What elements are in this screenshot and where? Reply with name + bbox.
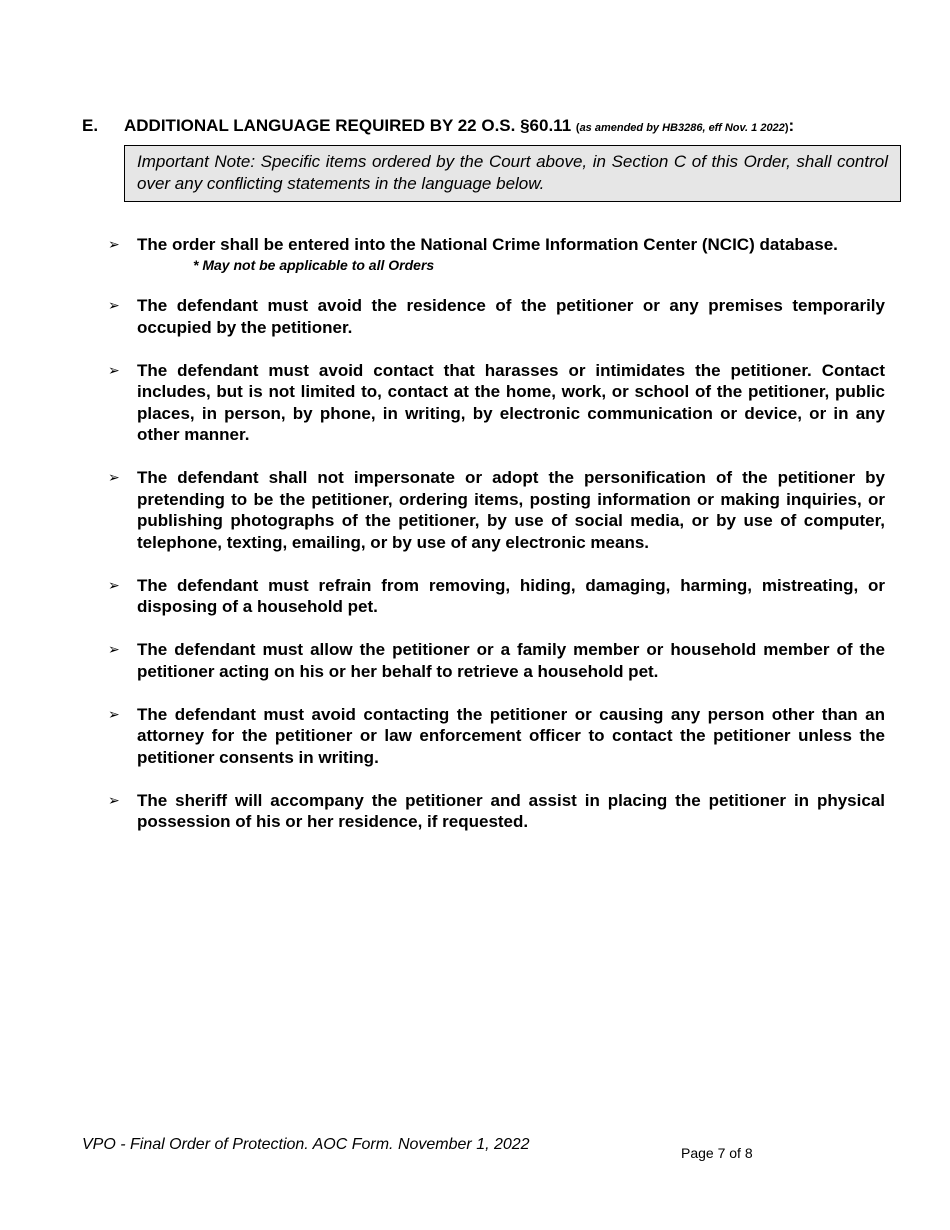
section-title: ADDITIONAL LANGUAGE REQUIRED BY 22 O.S. §60.11	[124, 116, 572, 135]
list-item	[108, 360, 885, 446]
list-item-subnote: * May not be applicable to all Orders	[193, 256, 435, 273]
amendment-note: as amended by HB3286, eff Nov. 1 2022	[579, 122, 785, 134]
requirements-list	[108, 234, 885, 854]
list-item-text: The defendant must avoid contacting the petitioner or causing any person other than an attorney for the petitioner or law enforcement officer to contact the petitioner unless the petitioner consents in writing.	[137, 704, 885, 767]
list-item-text: The order shall be entered into the National Crime Information Center (NCIC) database.	[137, 235, 838, 254]
arrow-bullet-icon: ➢	[108, 791, 120, 808]
list-item	[108, 234, 885, 274]
list-item	[108, 704, 885, 769]
list-item	[108, 575, 885, 618]
section-letter: E.	[82, 116, 99, 135]
arrow-bullet-icon: ➢	[108, 361, 120, 378]
list-item	[108, 467, 885, 553]
footer-page-number: Page 7 of 8	[681, 1145, 753, 1161]
footer-form-title: VPO - Final Order of Protection. AOC Form. November 1, 2022	[82, 1136, 530, 1153]
important-note-text: Important Note: Specific items ordered by the Court above, in Section C of this Order, shall control over any conflicting statements in the language below.	[137, 152, 888, 193]
list-item-text: The defendant must avoid the residence of the petitioner or any premises temporarily occupied by the petitioner.	[137, 296, 885, 337]
arrow-bullet-icon: ➢	[108, 641, 120, 657]
list-item-text: The defendant shall not impersonate or adopt the personification of the petitioner by pretending to be the petitioner, ordering items, posting information or making inquiries, or publishing photographs of the petitioner, by use of social media, or by use of computer, telephone, texting, emailing, or by use of any electronic means.	[137, 468, 885, 552]
arrow-bullet-icon: ➢	[108, 469, 120, 485]
arrow-bullet-icon: ➢	[108, 236, 120, 252]
list-item-text: The defendant must refrain from removing, hiding, damaging, harming, mistreating, or disposing of a household pet.	[137, 575, 885, 616]
important-note-box	[124, 145, 901, 202]
section-heading: E. ADDITIONAL LANGUAGE REQUIRED BY 22 O.S. §60.11 (as amended by HB3286, eff Nov. 1 2022):	[82, 116, 795, 135]
list-item	[108, 790, 885, 833]
arrow-bullet-icon: ➢	[108, 297, 120, 313]
arrow-bullet-icon: ➢	[108, 705, 120, 722]
list-item-text: The defendant must allow the petitioner or a family member or household member of the petitioner acting on his or her behalf to retrieve a household pet.	[137, 640, 885, 681]
arrow-bullet-icon: ➢	[108, 576, 120, 593]
list-item-text: The defendant must avoid contact that harasses or intimidates the petitioner. Contact includes, but is not limited to, contact at the home, work, or school of the petitioner, public places, in person, by phone, in writing, by electronic communication or device, or in any other manner.	[137, 360, 885, 444]
list-item	[108, 639, 885, 682]
list-item	[108, 295, 885, 338]
list-item-text: The sheriff will accompany the petitioner and assist in placing the petitioner in physical possession of his or her residence, if requested.	[137, 790, 885, 831]
